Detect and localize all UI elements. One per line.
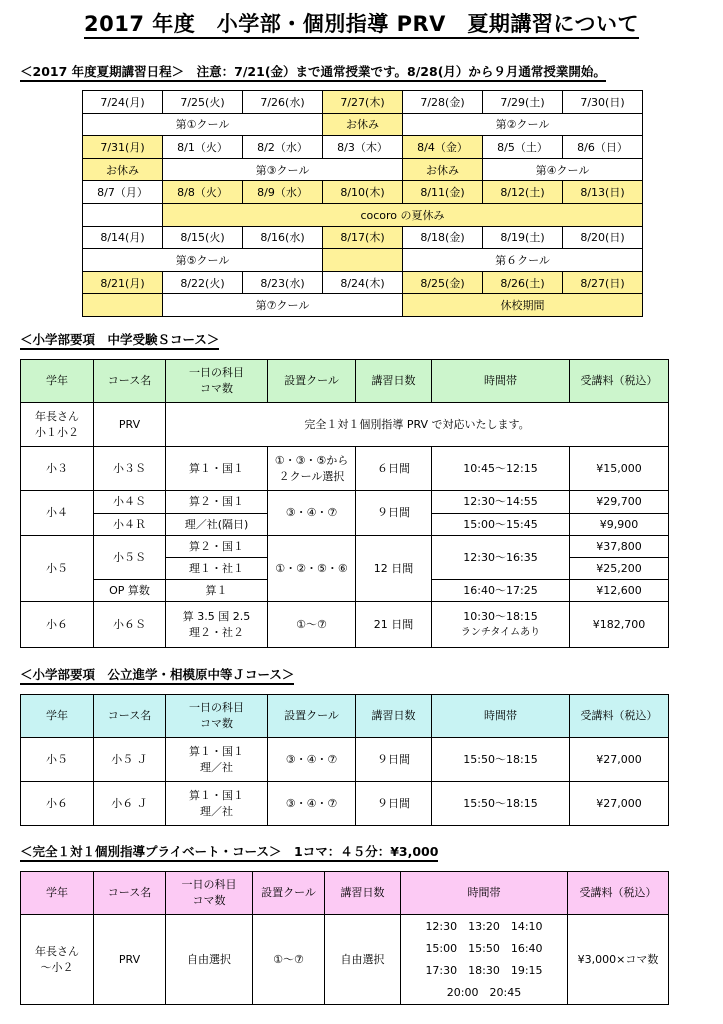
calendar-date: 8/2（水） [243, 136, 323, 159]
calendar-date: 8/17(木) [323, 226, 403, 249]
header-course: コース名 [94, 695, 166, 738]
cool-cell: ①・②・⑤・⑥ [268, 536, 356, 602]
header-days: 講習日数 [356, 695, 432, 738]
fee-cell: ¥15,000 [570, 447, 669, 491]
grade-cell: 年長さん ～小２ [21, 915, 94, 1005]
cool-label: 第⑦クール [163, 294, 403, 317]
grade-cell: 小４ [21, 491, 94, 536]
time-slot-line: 17:30 18:30 19:15 [425, 963, 543, 977]
calendar-date-row [83, 91, 643, 114]
calendar-date: 7/27(木) [323, 91, 403, 114]
time-cell: 10:30～18:15 ランチタイムあり [432, 602, 570, 648]
calendar-date: 8/15(火) [163, 226, 243, 249]
cool-label: 第⑤クール [83, 249, 323, 272]
days-cell: ９日間 [356, 782, 432, 826]
calendar-date: 8/24(木) [323, 271, 403, 294]
header-subjects: 一日の科目 コマ数 [166, 872, 253, 915]
subjects-cell: 理／社(隔日) [166, 514, 268, 536]
header-course: コース名 [94, 872, 166, 915]
cool-cell: ①～⑦ [268, 602, 356, 648]
table-header-row [21, 872, 669, 915]
header-subjects: 一日の科目 コマ数 [166, 360, 268, 403]
time-cell: 12:30～14:55 [432, 491, 570, 514]
prv-course-heading: ＜完全１対１個別指導プライベート・コース＞ 1コマ：４５分：¥3,000 [20, 842, 438, 860]
header-time: 時間帯 [401, 872, 568, 915]
table-row [21, 403, 669, 447]
holiday-label [323, 249, 403, 272]
time-slot-line: 15:00 15:50 16:40 [425, 941, 543, 955]
fee-cell: ¥3,000×コマ数 [568, 915, 669, 1005]
s-course-heading: ＜小学部要項 中学受験Ｓコース＞ [20, 330, 219, 348]
cool-label: 第②クール [403, 113, 643, 136]
calendar-date: 7/24(月) [83, 91, 163, 114]
calendar-date: 7/29(土) [483, 91, 563, 114]
days-cell: ９日間 [356, 491, 432, 536]
grade-cell: 年長さん 小１小２ [21, 403, 94, 447]
calendar-date: 8/25(金) [403, 271, 483, 294]
page-title: 2017 年度 小学部・個別指導 PRV 夏期講習について [0, 8, 723, 38]
subjects-cell: 算１・国１ [166, 447, 268, 491]
calendar-date: 8/9（水） [243, 181, 323, 204]
subjects-cell: 自由選択 [166, 915, 253, 1005]
table-row [21, 447, 669, 491]
course-cell: 小６Ｓ [94, 602, 166, 648]
calendar-date-row [83, 271, 643, 294]
header-time: 時間帯 [432, 695, 570, 738]
table-row [21, 915, 669, 1005]
table-row [21, 782, 669, 826]
course-cell: 小５ Ｊ [94, 738, 166, 782]
course-cell: 小６ Ｊ [94, 782, 166, 826]
holiday-label [83, 294, 163, 317]
course-cell: OP 算数 [94, 580, 166, 602]
days-cell: 自由選択 [325, 915, 401, 1005]
cool-label: 第③クール [163, 158, 403, 181]
calendar-date: 8/5（土） [483, 136, 563, 159]
prv-note: 完全１対１個別指導 PRV で対応いたします。 [166, 403, 669, 447]
cool-label: 第④クール [483, 158, 643, 181]
calendar-cool-row [83, 203, 643, 226]
subjects-cell: 算２・国１ [166, 536, 268, 558]
course-cell: PRV [94, 915, 166, 1005]
calendar-date: 8/10(木) [323, 181, 403, 204]
grade-cell: 小５ [21, 536, 94, 602]
header-fee: 受講料（税込） [568, 872, 669, 915]
time-cell: 12:30～16:35 [432, 536, 570, 580]
header-grade: 学年 [21, 695, 94, 738]
calendar-date: 8/1（火） [163, 136, 243, 159]
grade-cell: 小５ [21, 738, 94, 782]
fee-cell: ¥27,000 [570, 782, 669, 826]
header-cool: 設置クール [268, 695, 356, 738]
cool-cell: ③・④・⑦ [268, 491, 356, 536]
fee-cell: ¥25,200 [570, 558, 669, 580]
table-header-row [21, 360, 669, 403]
header-fee: 受講料（税込） [570, 360, 669, 403]
header-grade: 学年 [21, 872, 94, 915]
course-cell: 小５Ｓ [94, 536, 166, 580]
header-course: コース名 [94, 360, 166, 403]
calendar-date: 8/3（木） [323, 136, 403, 159]
calendar-date: 7/26(水) [243, 91, 323, 114]
fee-cell: ¥12,600 [570, 580, 669, 602]
calendar-date: 8/7（月） [83, 181, 163, 204]
fee-cell: ¥9,900 [570, 514, 669, 536]
days-cell: 21 日間 [356, 602, 432, 648]
empty-label [83, 203, 163, 226]
table-row [21, 602, 669, 648]
j-course-heading: ＜小学部要項 公立進学・相模原中等Ｊコース＞ [20, 665, 294, 683]
calendar-date: 8/8（火） [163, 181, 243, 204]
grade-cell: 小６ [21, 782, 94, 826]
header-fee: 受講料（税込） [570, 695, 669, 738]
calendar-date: 8/21(月) [83, 271, 163, 294]
grade-cell: 小３ [21, 447, 94, 491]
cool-label: 第①クール [83, 113, 323, 136]
time-cell: 10:45～12:15 [432, 447, 570, 491]
table-header-row [21, 695, 669, 738]
schedule-notice: 注意：7/21(金）まで通常授業です。8/28(月）から９月通常授業開始。 [196, 64, 606, 79]
course-cell: 小４Ｒ [94, 514, 166, 536]
school-closed-label: 休校期間 [403, 294, 643, 317]
calendar-cool-row [83, 249, 643, 272]
header-days: 講習日数 [325, 872, 401, 915]
days-cell: ９日間 [356, 738, 432, 782]
time-cell: 15:00～15:45 [432, 514, 570, 536]
summer-holiday-label: cocoro の夏休み [163, 203, 643, 226]
calendar-date: 8/20(日) [563, 226, 643, 249]
header-subjects: 一日の科目 コマ数 [166, 695, 268, 738]
calendar-date: 8/26(土) [483, 271, 563, 294]
schedule-heading: ＜2017 年度夏期講習日程＞ 注意：7/21(金）まで通常授業です。8/28(月）から９月通常授業開始。 [20, 62, 606, 80]
calendar-date: 7/31(月) [83, 136, 163, 159]
calendar-cool-row [83, 294, 643, 317]
course-cell: PRV [94, 403, 166, 447]
table-row [21, 491, 669, 514]
prv-course-table [20, 871, 669, 1005]
subjects-cell: 算１・国１ 理／社 [166, 738, 268, 782]
calendar-date: 8/6（日） [563, 136, 643, 159]
calendar-cool-row [83, 158, 643, 181]
header-days: 講習日数 [356, 360, 432, 403]
days-cell: 12 日間 [356, 536, 432, 602]
subjects-cell: 算１ [166, 580, 268, 602]
days-cell: ６日間 [356, 447, 432, 491]
holiday-label: お休み [83, 158, 163, 181]
holiday-label: お休み [323, 113, 403, 136]
cool-cell: ①・③・⑤から ２クール選択 [268, 447, 356, 491]
calendar-date-row [83, 181, 643, 204]
fee-cell: ¥37,800 [570, 536, 669, 558]
calendar-date: 8/19(土) [483, 226, 563, 249]
subjects-cell: 算１・国１ 理／社 [166, 782, 268, 826]
header-time: 時間帯 [432, 360, 570, 403]
calendar-date: 8/12(土) [483, 181, 563, 204]
time-cell: 15:50～18:15 [432, 738, 570, 782]
calendar-date: 8/4（金） [403, 136, 483, 159]
schedule-calendar [82, 90, 643, 317]
fee-cell: ¥29,700 [570, 491, 669, 514]
fee-cell: ¥182,700 [570, 602, 669, 648]
grade-cell: 小６ [21, 602, 94, 648]
calendar-date: 7/28(金) [403, 91, 483, 114]
header-cool: 設置クール [268, 360, 356, 403]
time-slot-line: 12:30 13:20 14:10 [425, 919, 543, 933]
calendar-date: 7/25(火) [163, 91, 243, 114]
calendar-date: 8/11(金) [403, 181, 483, 204]
s-course-table [20, 359, 669, 648]
subjects-cell: 理１・社１ [166, 558, 268, 580]
header-grade: 学年 [21, 360, 94, 403]
subjects-cell: 算 3.5 国 2.5 理２・社２ [166, 602, 268, 648]
cool-label: 第６クール [403, 249, 643, 272]
calendar-date-row [83, 226, 643, 249]
calendar-date: 7/30(日) [563, 91, 643, 114]
header-cool: 設置クール [253, 872, 325, 915]
calendar-date: 8/27(日) [563, 271, 643, 294]
fee-cell: ¥27,000 [570, 738, 669, 782]
time-slots-cell [401, 915, 568, 1005]
j-course-table [20, 694, 669, 826]
course-cell: 小３Ｓ [94, 447, 166, 491]
calendar-date-row [83, 136, 643, 159]
table-row [21, 536, 669, 558]
holiday-label: お休み [403, 158, 483, 181]
time-cell: 16:40～17:25 [432, 580, 570, 602]
table-row [21, 738, 669, 782]
cool-cell: ③・④・⑦ [268, 782, 356, 826]
calendar-date: 8/14(月) [83, 226, 163, 249]
calendar-date: 8/18(金) [403, 226, 483, 249]
cool-cell: ①～⑦ [253, 915, 325, 1005]
subjects-cell: 算２・国１ [166, 491, 268, 514]
calendar-date: 8/23(水) [243, 271, 323, 294]
time-cell: 15:50～18:15 [432, 782, 570, 826]
calendar-date: 8/13(日) [563, 181, 643, 204]
calendar-date: 8/16(水) [243, 226, 323, 249]
time-slot-line: 20:00 20:45 [446, 985, 522, 999]
calendar-date: 8/22(火) [163, 271, 243, 294]
calendar-cool-row [83, 113, 643, 136]
cool-cell: ③・④・⑦ [268, 738, 356, 782]
course-cell: 小４Ｓ [94, 491, 166, 514]
